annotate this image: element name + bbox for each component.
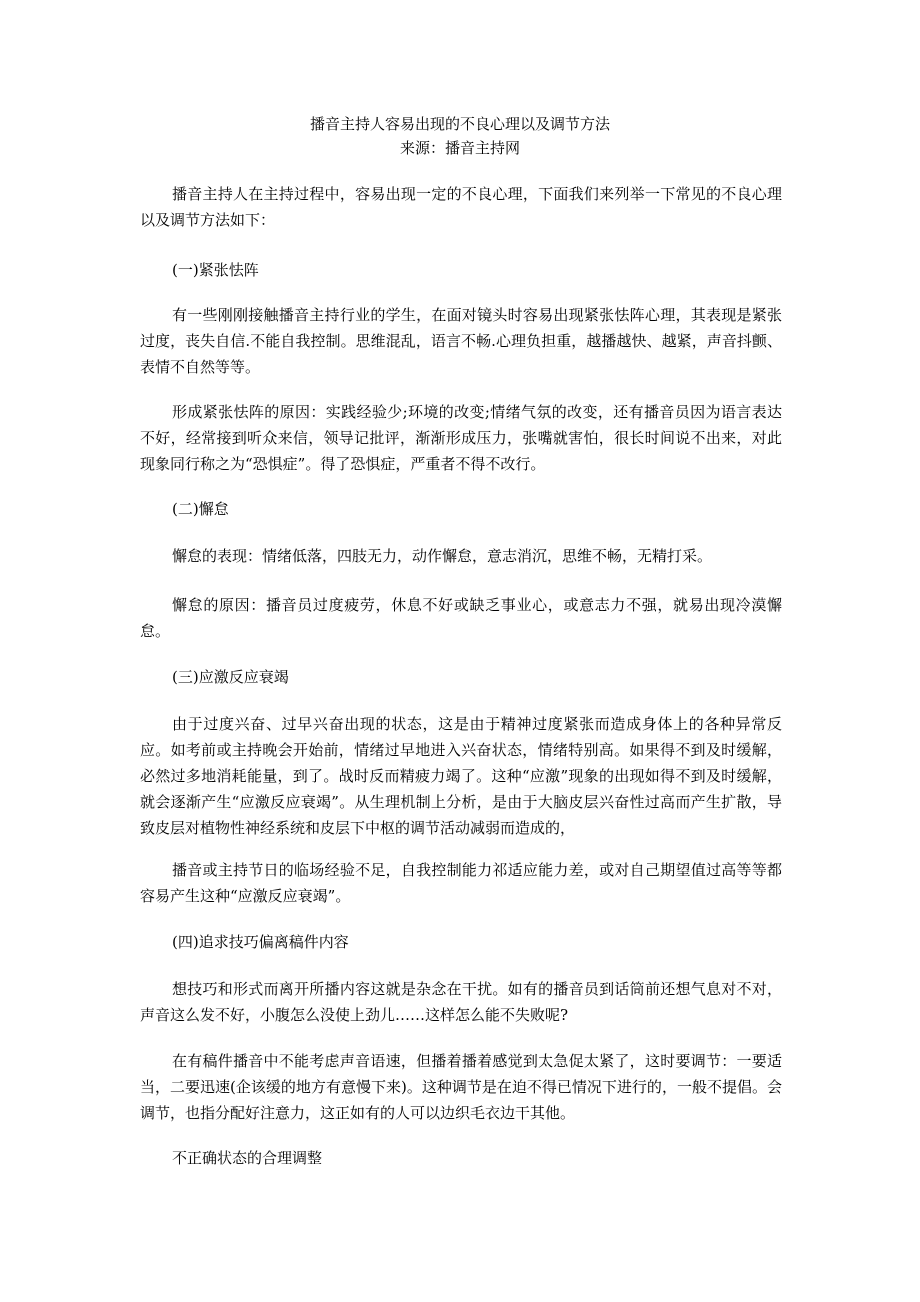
body-paragraph: 播音或主持节日的临场经验不足，自我控制能力祁适应能力差，或对自己期望值过高等等都容易产生这种“应激反应衰竭”。 [140, 861, 782, 905]
section-heading-2: (二)懈怠 [172, 500, 229, 518]
body-paragraph: 懈怠的原因：播音员过度疲劳，休息不好或缺乏事业心，或意志力不强，就易出现冷漠懈怠。 [140, 596, 782, 640]
body-paragraph: 由于过度兴奋、过早兴奋出现的状态，这是由于精神过度紧张而造成身体上的各种异常反应。如考前或主持晚会开始前，情绪过早地进入兴奋状态，情绪特别高。如果得不到及时缓解，必然过多地消耗能量，到了。战时反而精疲力竭了。这种“应激”现象的出现如得不到及时缓解，就会逐渐产生“应激反应衰竭”。从生理机制上分析，是由于大脑皮层兴奋性过高而产生扩散，导致皮层对植物性神经系统和皮层下中枢的调节活动减弱而造成的， [140, 715, 782, 837]
body-paragraph: 有一些刚刚接触播音主持行业的学生，在面对镜头时容易出现紧张怯阵心理，其表现是紧张过度，丧失自信.不能自我控制。思维混乱，语言不畅.心理负担重，越播越快、越紧，声音抖颤、表情不自然等等。 [140, 306, 782, 376]
section-heading-3: (三)应激反应衰竭 [172, 668, 289, 686]
section-heading-1: (一)紧张怯阵 [172, 261, 259, 279]
body-paragraph: 在有稿件播音中不能考虑声音语速，但播着播着感觉到太急促太紧了，这时要调节：一要适当，二要迅速(企该缓的地方有意慢下来)。这种调节是在迫不得已情况下进行的，一般不提倡。会调节，也指分配好注意力，这正如有的人可以边织毛衣边干其他。 [140, 1052, 782, 1122]
document-title: 播音主持人容易出现的不良心理以及调节方法 [309, 115, 610, 133]
document-source: 来源：播音主持网 [399, 139, 520, 157]
body-paragraph: 想技巧和形式而离开所播内容这就是杂念在干扰。如有的播音员到话筒前还想气息对不对，声音这么发不好，小腹怎么没使上劲儿……这样怎么能不失败呢? [140, 980, 782, 1024]
body-paragraph: 懈怠的表现：情绪低落，四肢无力，动作懈怠，意志消沉，思维不畅，无精打采。 [172, 547, 713, 565]
body-paragraph: 形成紧张怯阵的原因：实践经验少;环境的改变;情绪气氛的改变，还有播音员因为语言表达不好，经常接到听众来信，领导记批评，渐渐形成压力，张嘴就害怕，很长时间说不出来，对此现象同行称之为“恐惧症”。得了恐惧症，严重者不得不改行。 [140, 403, 782, 473]
section-heading-4: (四)追求技巧偏离稿件内容 [172, 933, 349, 951]
section-heading-5: 不正确状态的合理调整 [172, 1149, 323, 1167]
intro-paragraph: 播音主持人在主持过程中，容易出现一定的不良心理，下面我们来列举一下常见的不良心理以及调节方法如下： [140, 185, 782, 229]
